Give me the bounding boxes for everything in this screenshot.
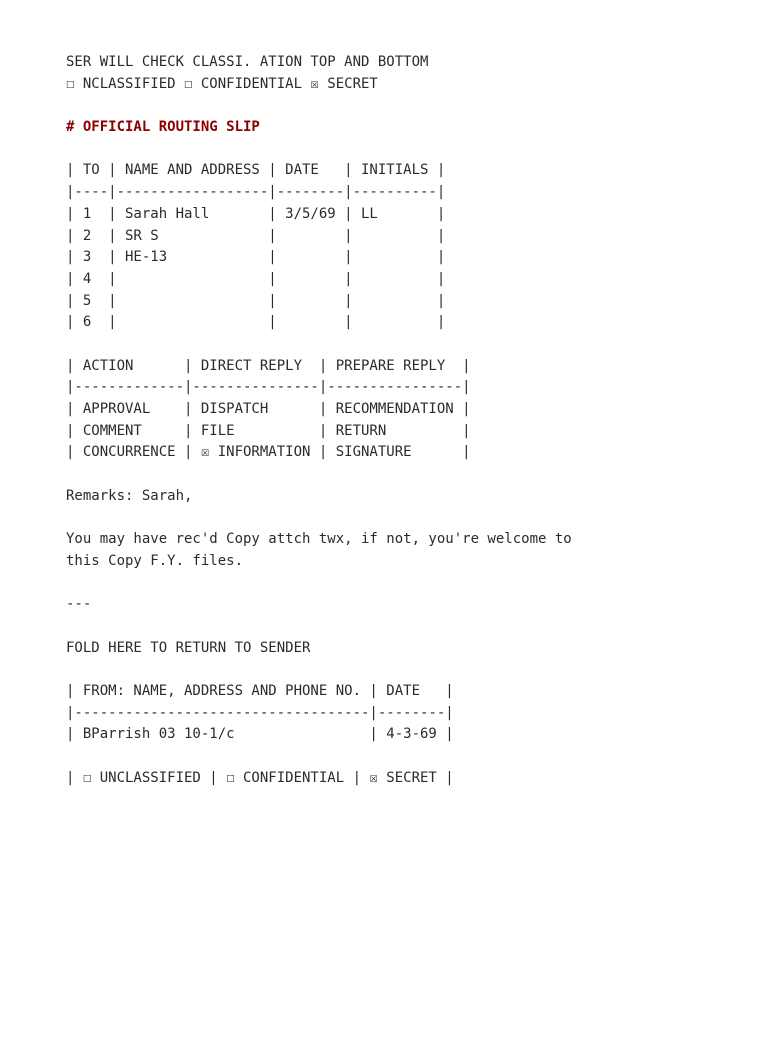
- action-table-header: | ACTION | DIRECT REPLY | PREPARE REPLY |: [66, 357, 471, 374]
- action-table-row: | CONCURRENCE | ☒ INFORMATION | SIGNATURE |: [66, 444, 471, 461]
- blank-line: [66, 616, 746, 638]
- blank-line: [66, 573, 746, 595]
- from-table-header: | FROM: NAME, ADDRESS AND PHONE NO. | DATE |: [66, 682, 454, 699]
- routing-table-row: | 3 | HE-13 | | |: [66, 249, 446, 266]
- routing-table-row: | 5 | | | |: [66, 292, 446, 309]
- routing-table-row: | 1 | Sarah Hall | 3/5/69 | LL |: [66, 205, 446, 222]
- blank-line: [66, 139, 746, 161]
- routing-table-row: | 2 | SR S | | |: [66, 227, 446, 244]
- routing-table-separator: |----|------------------|--------|----------|: [66, 184, 446, 201]
- blank-line: [66, 464, 746, 486]
- routing-table-row: | 6 | | | |: [66, 314, 446, 331]
- routing-slip-document: [66, 52, 746, 789]
- remarks-text-line: You may have rec'd Copy attch twx, if not, you're welcome to: [66, 531, 572, 548]
- routing-table-header: | TO | NAME AND ADDRESS | DATE | INITIALS |: [66, 162, 446, 179]
- from-table-row: | BParrish 03 10-1/c | 4-3-69 |: [66, 726, 454, 743]
- classification-checkboxes-top: ☐ NCLASSIFIED ☐ CONFIDENTIAL ☒ SECRET: [66, 75, 378, 92]
- from-table-separator: |-----------------------------------|--------|: [66, 704, 454, 721]
- fold-instruction: FOLD HERE TO RETURN TO SENDER: [66, 639, 311, 656]
- page-title: # OFFICIAL ROUTING SLIP: [66, 119, 260, 136]
- action-table-row: | COMMENT | FILE | RETURN |: [66, 422, 471, 439]
- classification-checkboxes-bottom: | ☐ UNCLASSIFIED | ☐ CONFIDENTIAL | ☒ SECRET |: [66, 769, 454, 786]
- remarks-text-line: this Copy F.Y. files.: [66, 552, 244, 569]
- action-table-row: | APPROVAL | DISPATCH | RECOMMENDATION |: [66, 401, 471, 417]
- classification-instruction: SER WILL CHECK CLASSI. ATION TOP AND BOTTOM: [66, 54, 429, 70]
- blank-line: [66, 507, 746, 529]
- blank-line: [66, 334, 746, 356]
- action-table-separator: |-------------|---------------|----------------|: [66, 379, 471, 396]
- remarks-label: Remarks: Sarah,: [66, 487, 193, 504]
- blank-line: [66, 659, 746, 681]
- blank-line: [66, 95, 746, 117]
- blank-line: [66, 746, 746, 768]
- divider: ---: [66, 596, 92, 613]
- routing-table-row: | 4 | | | |: [66, 270, 446, 287]
